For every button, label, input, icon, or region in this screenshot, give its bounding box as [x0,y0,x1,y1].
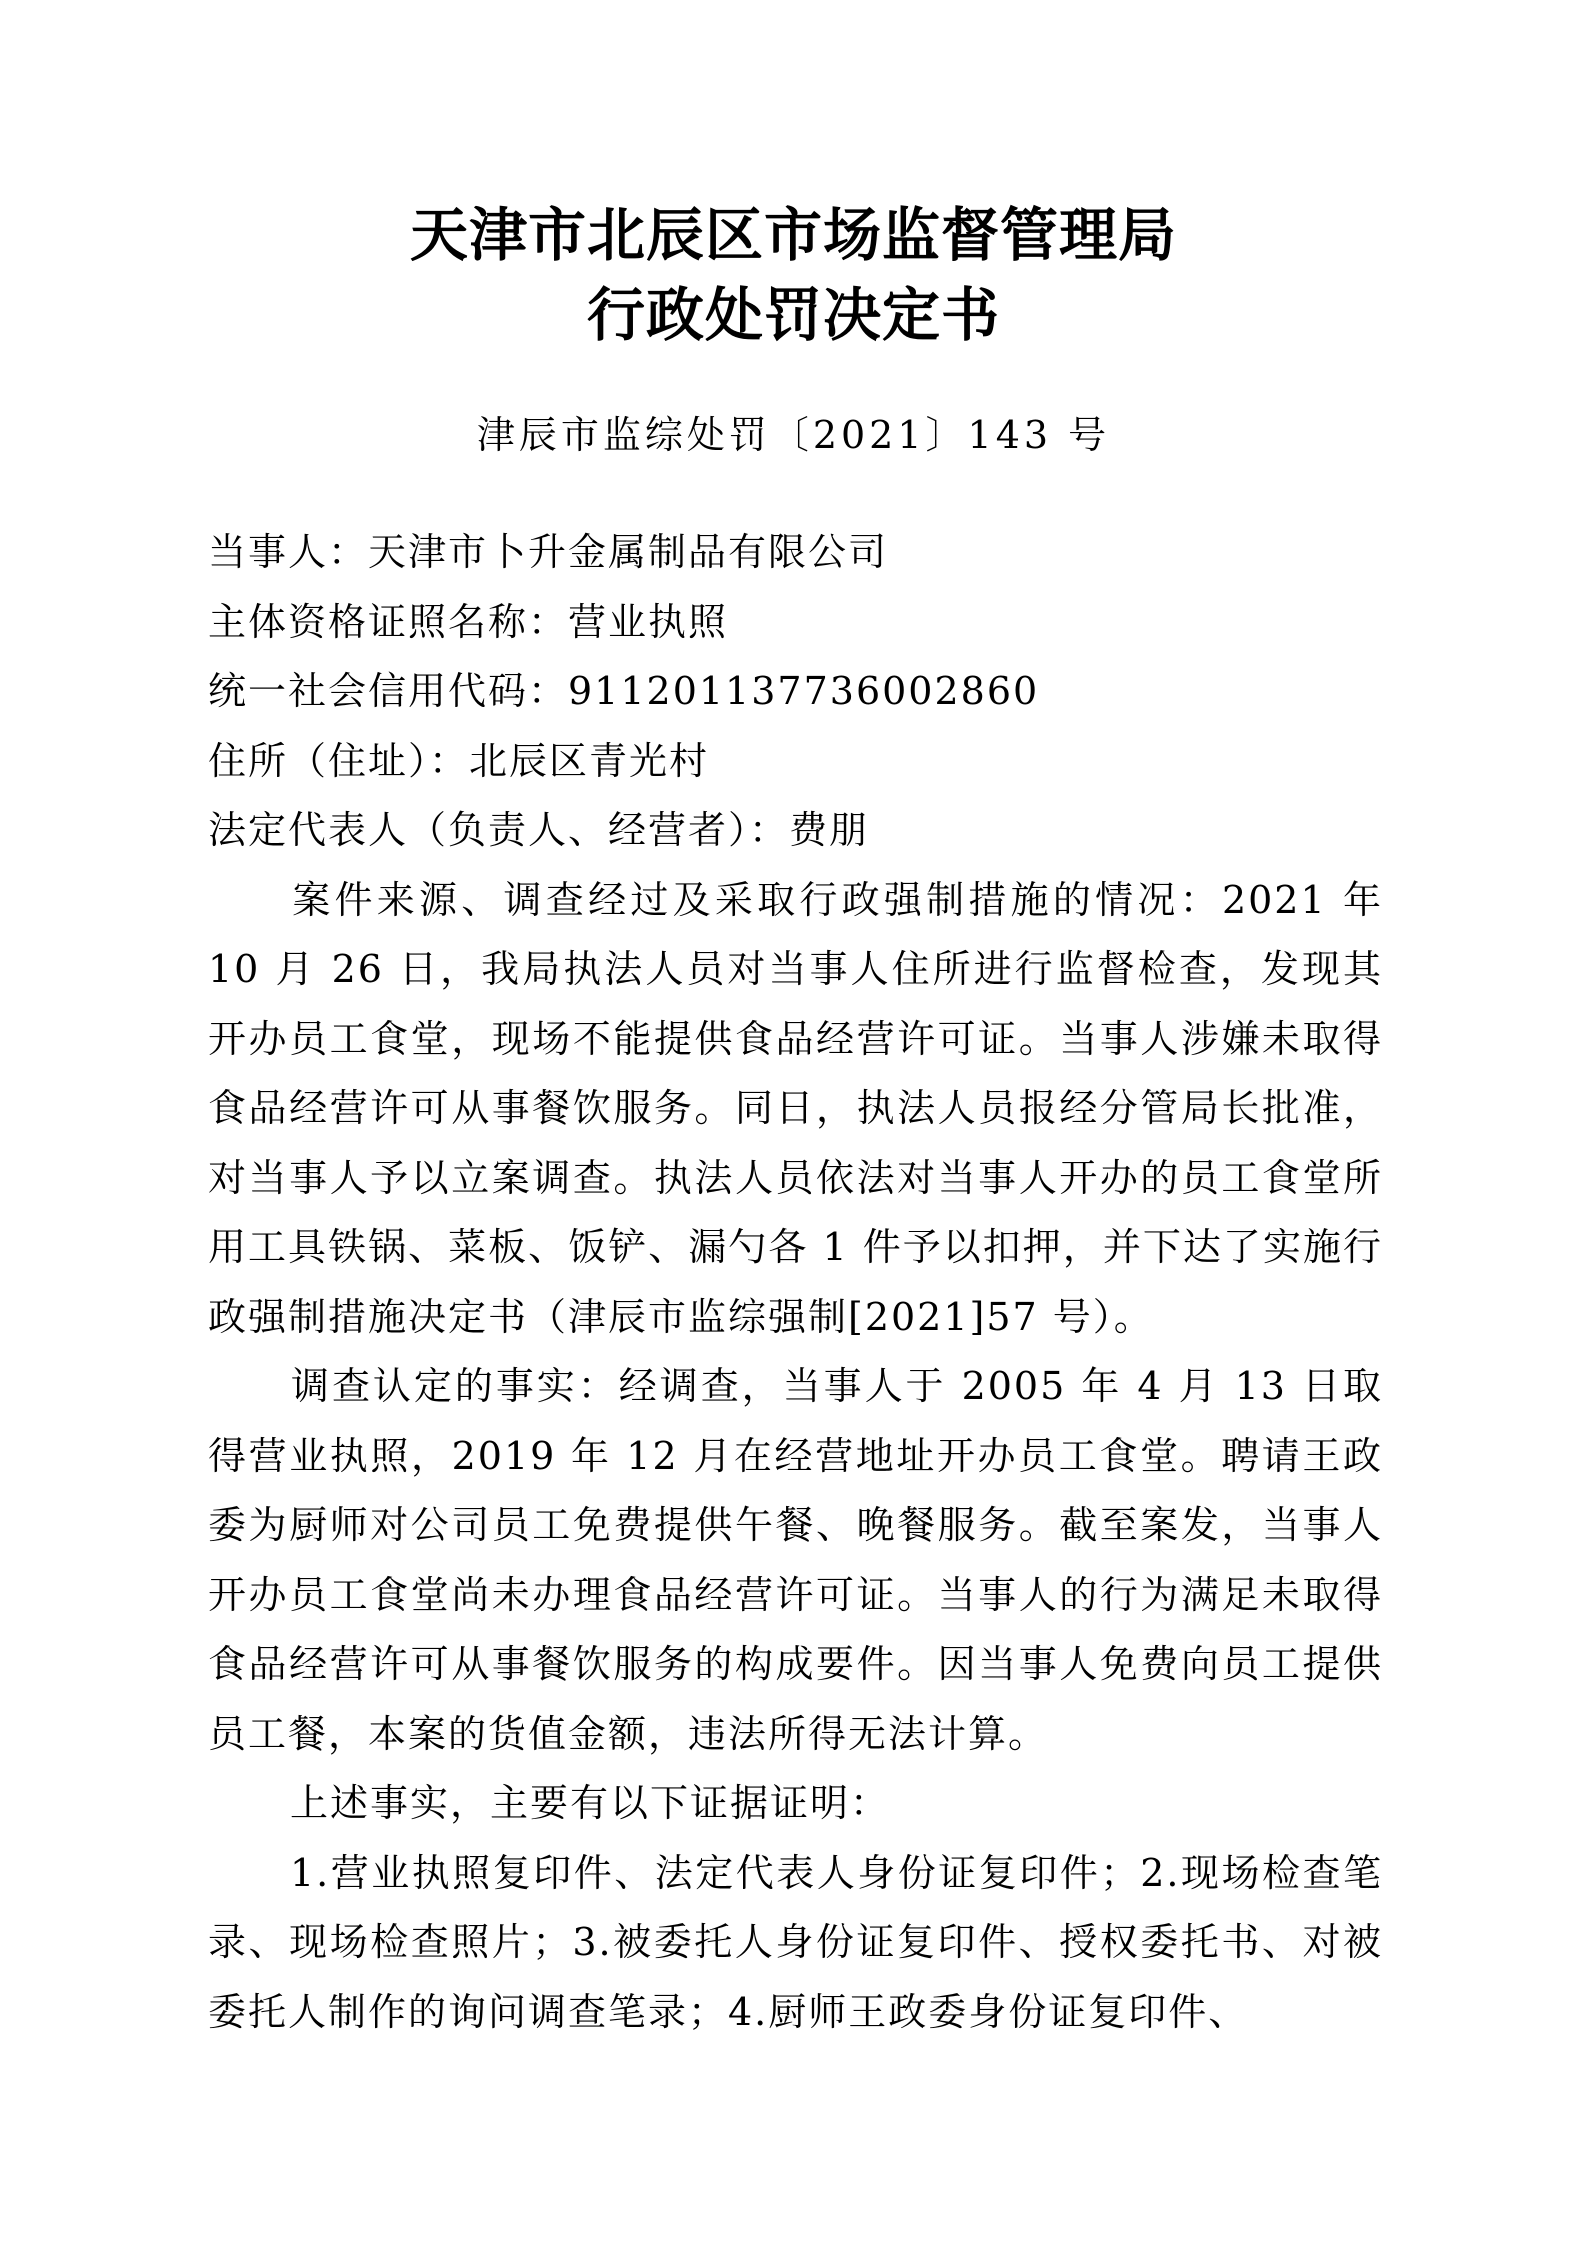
evidence-list-text: 1.营业执照复印件、法定代表人身份证复印件；2.现场检查笔录、现场检查照片；3.被委托人身份证复印件、授权委托书、对被委托人制作的询问调查笔录；4.厨师王政委身份证复印件、 [208,1850,1383,2034]
document-title-type: 行政处罚决定书 [586,281,1000,349]
party-line: 当事人：天津市卜升金属制品有限公司 [208,530,889,574]
facts-paragraph [208,1352,1383,1769]
address-line: 住所（住址）：北辰区青光村 [208,738,710,783]
document-title-agency: 天津市北辰区市场监督管理局 [409,201,1177,269]
legal-representative-line: 法定代表人（负责人、经营者）：费朋 [208,808,870,852]
credit-code-line: 统一社会信用代码：911201137736002860 [208,669,1040,713]
document-number: 津辰市监综处罚〔2021〕143 号 [476,413,1111,457]
facts-text: 调查认定的事实：经调查，当事人于 2005 年 4 月 13 日取得营业执照，2019 年 12 月在经营地址开办员工食堂。聘请王政委为厨师对公司员工免费提供午餐、晚餐服务。截至案发，当事人开办员工食堂尚未办理食品经营许可证。当事人的行为满足未取得食品经营许可从事餐饮服务的构成要件。因当事人免费向员工提供员工餐，本案的货值金额，违法所得无法计算。 [208,1364,1383,1756]
evidence-intro-paragraph [208,1769,1383,1839]
evidence-intro-text: 上述事实，主要有以下证据证明： [290,1781,891,1825]
evidence-list-paragraph [208,1839,1383,2048]
case-source-text: 案件来源、调查经过及采取行政强制措施的情况：2021 年 10 月 26 日，我局执法人员对当事人住所进行监督检查，发现其开办员工食堂，现场不能提供食品经营许可证。当事人涉嫌未取得食品经营许可从事餐饮服务。同日，执法人员报经分管局长批准，对当事人予以立案调查。执法人员依法对当事人开办的员工食堂所用工具铁锅、菜板、饭铲、漏勺各 1 件予以扣押，并下达了实施行政强制措施决定书（津辰市监综强制[2021]57 号）。 [208,877,1383,1339]
license-name-line: 主体资格证照名称：营业执照 [208,599,729,644]
document-body [208,518,1383,2047]
case-source-paragraph [208,866,1383,1353]
